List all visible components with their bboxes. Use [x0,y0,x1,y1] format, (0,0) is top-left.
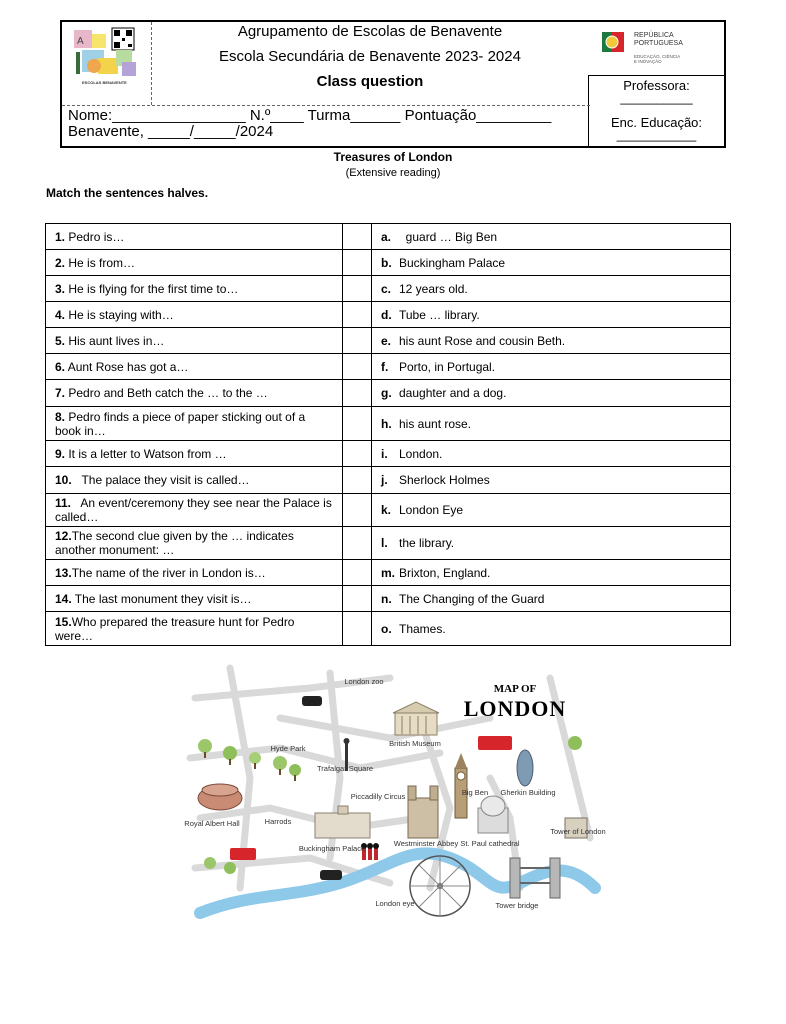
label-gherkin: Gherkin Building [500,788,556,797]
sentence-end [372,250,731,276]
option-letter: g. [381,386,392,400]
republica-portuguesa-logo [600,26,720,76]
sentence-end [372,354,731,380]
option-letter: m. [381,565,396,580]
sentence-number: 8. [55,409,66,424]
sentence-number: 4. [55,307,66,322]
option-letter: l. [381,536,388,550]
option-letter: j. [381,473,388,487]
sentence-start-text: The name of the river in London is… [71,565,266,580]
label-hyde-park: Hyde Park [270,744,306,753]
staff-signature-box [588,75,724,148]
svg-text:A: A [77,36,84,47]
sentence-end-text: Thames. [399,621,446,636]
option-letter: h. [381,416,392,431]
sentence-end-text: Tube … library. [399,307,480,322]
header-title-block [152,22,588,105]
sentence-end [372,612,731,646]
london-eye-icon [410,856,470,916]
answer-box[interactable] [343,494,372,527]
sentence-end [372,527,731,560]
sentence-start-text: Pedro and Beth catch the … to the … [65,386,268,400]
school-logo-cell [62,22,152,105]
sentence-start [46,276,343,302]
class-question-title: Class question [316,73,424,90]
sentence-end-text: Brixton, England. [399,565,491,580]
teacher-blank: __________ [620,90,693,105]
sentence-end-text: Sherlock Holmes [399,473,490,487]
sentence-start [46,224,343,250]
sentence-start [46,407,343,441]
label-harrods: Harrods [264,817,292,826]
table-row [46,354,731,380]
sentence-end-text: Buckingham Palace [399,255,506,270]
republic-ministry: EDUCAÇÃO, CIÊNCIA E INOVAÇÃO [634,54,681,64]
school-name: Escola Secundária de Benavente 2023- 2024 [219,48,521,65]
table-row [46,586,731,612]
sentence-end [372,224,731,250]
table-row [46,328,731,354]
sentence-start [46,302,343,328]
label-buckingham-palace: Buckingham Palace [298,844,366,853]
label-big-ben: Big Ben [461,788,489,797]
table-row [46,407,731,441]
label-london-eye: London eye [375,899,415,908]
label-westminster-abbey: Westminster Abbey [393,839,459,848]
label-piccadilly-circus: Piccadilly Circus [350,792,406,801]
table-row [46,494,731,527]
london-map [184,658,606,920]
label-tower-of-london: Tower of London [550,827,606,836]
sentence-number: 3. [55,281,66,296]
sentence-end-text: his aunt rose. [399,416,472,431]
option-letter: f. [381,359,389,374]
sentence-start-text: An event/ceremony they see near the Palace is called… [55,496,336,524]
sentence-start-text: He is from… [65,255,136,270]
sentence-end-text: guard … Big Ben [399,229,498,244]
matching-table [45,223,731,646]
table-row [46,560,731,586]
logo-caption: ESCOLAS BENAVENTE [82,80,127,85]
republic-line-1: REPÚBLICA [634,32,674,39]
sentence-start [46,586,343,612]
school-logo [62,22,152,105]
option-letter: o. [381,621,392,636]
sentence-start-text: The second clue given by the … indicates another monument: … [55,529,298,557]
sentence-number: 2. [55,255,66,270]
table-row [46,612,731,646]
worksheet-subtitle: (Extensive reading) [345,167,441,179]
table-row [46,527,731,560]
answer-box[interactable] [343,527,372,560]
sentence-number: 12. [55,529,72,543]
sentence-end-text: The Changing of the Guard [399,591,545,606]
label-trafalgar-square: Trafalgar Square [316,764,374,773]
sentence-end [372,494,731,527]
answer-box[interactable] [343,224,372,250]
option-letter: b. [381,255,392,270]
sentence-start [46,354,343,380]
date-line[interactable]: Benavente, _____/_____/2024 [68,123,274,140]
sentence-end [372,407,731,441]
sentence-end-text: London Eye [399,503,464,517]
sentence-start-text: The last monument they visit is… [71,591,252,606]
answer-box[interactable] [343,441,372,467]
sentence-number: 1. [55,229,66,244]
table-row [46,276,731,302]
sentence-number: 11. [55,496,72,510]
answer-box[interactable] [343,250,372,276]
worksheet-title: Treasures of London [333,150,453,164]
sentence-number: 9. [55,446,66,461]
guardian-blank: ___________ [616,127,697,142]
option-letter: i. [381,446,388,461]
sentence-start-text: He is flying for the first time to… [65,281,239,296]
sentence-start [46,527,343,560]
sentence-end [372,441,731,467]
header-divider [62,105,590,106]
sentence-number: 7. [55,386,66,400]
sentence-number: 5. [55,333,66,348]
st-paul-icon [478,796,508,833]
map-title-line-2: LONDON [463,696,567,721]
sentence-number: 6. [55,359,66,374]
sentence-end [372,467,731,494]
label-st-paul: St. Paul cathedral [460,839,520,848]
option-letter: e. [381,333,392,348]
label-british-museum: British Museum [389,739,441,748]
sentence-number: 15. [55,614,72,629]
school-group-name: Agrupamento de Escolas de Benavente [237,23,503,40]
sentence-end [372,560,731,586]
teacher-label: Professora: [623,78,690,93]
table-row [46,441,731,467]
answer-box[interactable] [343,302,372,328]
answer-box[interactable] [343,467,372,494]
sentence-start [46,467,343,494]
answer-box[interactable] [343,276,372,302]
sentence-start-text: He is staying with… [65,307,174,322]
table-row [46,224,731,250]
sentence-start-text: Pedro is… [65,229,125,244]
sentence-start [46,560,343,586]
sentence-end [372,276,731,302]
option-letter: d. [381,307,392,322]
sentence-end [372,328,731,354]
sentence-number: 13. [55,565,72,580]
label-london-zoo: London zoo [344,677,384,686]
school-header [60,20,726,148]
sentence-end-text: Porto, in Portugal. [399,359,496,374]
guardian-label: Enc. Educação: [610,115,703,130]
label-royal-albert-hall: Royal Albert Hall [184,819,240,828]
sentence-end [372,302,731,328]
sentence-start-text: It is a letter to Watson from … [65,446,227,461]
answer-box[interactable] [343,354,372,380]
instruction-text: Match the sentences halves. [46,186,209,200]
sentence-end-text: daughter and a dog. [399,386,507,400]
sentence-start-text: His aunt lives in… [65,333,165,348]
sentence-end-text: his aunt Rose and cousin Beth. [399,333,566,348]
option-letter: a. [381,229,392,244]
royal-albert-hall-icon [198,784,242,810]
sentence-end [372,380,731,407]
option-letter: c. [381,281,392,296]
table-row [46,250,731,276]
answer-box[interactable] [343,380,372,407]
table-row [46,467,731,494]
sentence-start [46,250,343,276]
sentence-start [46,328,343,354]
answer-box[interactable] [343,407,372,441]
sentence-start [46,380,343,407]
sentence-start-text: Who prepared the treasure hunt for Pedro were… [55,614,298,643]
sentence-start [46,494,343,527]
gherkin-icon [517,750,533,786]
option-letter: n. [381,591,392,606]
sentence-end [372,586,731,612]
republic-line-2: PORTUGUESA [634,40,683,47]
sentence-start [46,612,343,646]
option-letter: k. [381,503,392,517]
student-name-line[interactable]: Nome:________________ N.º____ Turma______ Pontuação_________ [68,107,552,124]
sentence-number: 14. [55,591,72,606]
answer-box[interactable] [343,586,372,612]
table-row [46,302,731,328]
map-title-line-1: MAP OF [493,683,537,695]
label-tower-bridge: Tower bridge [495,901,539,910]
sentence-start-text: Pedro finds a piece of paper sticking out of a book in… [55,409,309,438]
sentence-end-text: London. [399,446,443,461]
republic-emblem-icon [600,28,630,58]
sentence-end-text: the library. [399,536,455,550]
sentence-end-text: 12 years old. [399,281,468,296]
sentence-number: 10. [55,473,72,487]
answer-box[interactable] [343,328,372,354]
answer-box[interactable] [343,612,372,646]
sentence-start [46,441,343,467]
sentence-start-text: The palace they visit is called… [71,473,250,487]
table-row [46,380,731,407]
sentence-start-text: Aunt Rose has got a… [65,359,189,374]
answer-box[interactable] [343,560,372,586]
